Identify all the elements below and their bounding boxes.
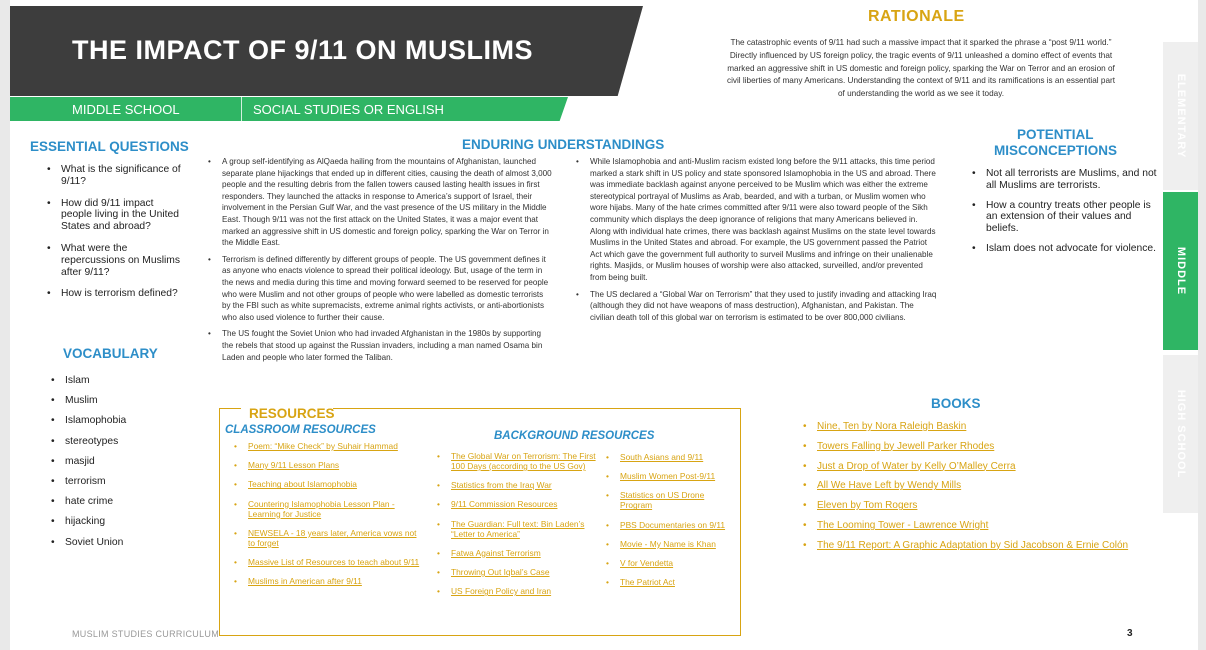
subject-label: SOCIAL STUDIES OR ENGLISH <box>253 102 444 117</box>
vocabulary-heading: VOCABULARY <box>63 346 158 361</box>
resource-link[interactable]: • Muslims in American after 9/11 <box>234 576 424 586</box>
band-divider <box>241 97 242 121</box>
page-number: 3 <box>1127 628 1133 639</box>
resource-link[interactable]: • Massive List of Resources to teach about 9/11 <box>234 557 424 567</box>
resource-link[interactable]: • Throwing Out Iqbal’s Case <box>437 567 597 577</box>
list-item: • terrorism <box>51 476 191 488</box>
background-resources-heading: BACKGROUND RESOURCES <box>494 430 655 442</box>
classroom-resources-heading: CLASSROOM RESOURCES <box>225 424 376 436</box>
books-list <box>803 421 1133 560</box>
misconceptions-heading-line1: POTENTIAL <box>1017 127 1094 142</box>
book-link[interactable]: • All We Have Left by Wendy Mills <box>803 480 1133 492</box>
resource-link[interactable]: • South Asians and 9/11 <box>606 452 736 462</box>
resource-link[interactable]: • Movie - My Name is Khan <box>606 539 736 549</box>
resource-link[interactable]: • PBS Documentaries on 9/11 <box>606 520 736 530</box>
background-resources-col1 <box>437 451 597 605</box>
resource-link[interactable]: • Many 9/11 Lesson Plans <box>234 460 424 470</box>
background-resources-col2 <box>606 452 736 596</box>
list-item: • How did 9/11 impact people living in the United States and abroad? <box>47 198 187 233</box>
misconceptions-list <box>972 168 1162 263</box>
list-item: • Muslim <box>51 395 191 407</box>
list-item: • The US fought the Soviet Union who had invaded Afghanistan in the 1980s by supporting the rebels that stood up against the Russian invaders, including a man named Osama bin Laden and people who later formed the Taliban. <box>208 328 553 363</box>
resource-link[interactable]: • The Guardian: Full text: Bin Laden’s “Letter to America” <box>437 519 597 539</box>
book-link[interactable]: • Nine, Ten by Nora Raleigh Baskin <box>803 421 1133 433</box>
page-title: THE IMPACT OF 9/11 ON MUSLIMS <box>72 35 534 65</box>
list-item: • How is terrorism defined? <box>47 288 187 300</box>
resource-link[interactable]: • Poem: “Mike Check” by Suhair Hammad <box>234 441 424 451</box>
resource-link[interactable]: • The Patriot Act <box>606 577 736 587</box>
resource-link[interactable]: • V for Vendetta <box>606 558 736 568</box>
resources-heading: RESOURCES <box>249 406 335 421</box>
grade-level-label: MIDDLE SCHOOL <box>72 102 180 117</box>
enduring-understandings-col2 <box>576 156 938 328</box>
resource-link[interactable]: • The Global War on Terrorism: The First 100 Days (according to the US Gov) <box>437 451 597 471</box>
list-item: • hijacking <box>51 516 191 528</box>
essential-questions-heading: ESSENTIAL QUESTIONS <box>30 139 189 154</box>
footer-curriculum-label: MUSLIM STUDIES CURRICULUM <box>72 629 220 639</box>
resource-link[interactable]: • NEWSELA - 18 years later, America vows not to forget <box>234 528 424 548</box>
resource-link[interactable]: • Statistics from the Iraq War <box>437 480 597 490</box>
rationale-heading: RATIONALE <box>868 8 965 25</box>
list-item: • How a country treats other people is an extension of their values and beliefs. <box>972 200 1162 235</box>
list-item: • masjid <box>51 456 191 468</box>
resource-link[interactable]: • Teaching about Islamophobia <box>234 479 424 489</box>
list-item: • Not all terrorists are Muslims, and not all Muslims are terrorists. <box>972 168 1162 192</box>
list-item: • Islam <box>51 375 191 387</box>
list-item: • Soviet Union <box>51 537 191 549</box>
vocabulary-list <box>51 375 191 557</box>
resource-link[interactable]: • Muslim Women Post-9/11 <box>606 471 736 481</box>
list-item: • What were the repercussions on Muslims after 9/11? <box>47 243 187 278</box>
book-link[interactable]: • Eleven by Tom Rogers <box>803 500 1133 512</box>
book-link[interactable]: • Just a Drop of Water by Kelly O’Malley Cerra <box>803 461 1133 473</box>
essential-questions-list <box>47 164 187 310</box>
enduring-understandings-col1 <box>208 156 553 368</box>
classroom-resources-list <box>234 441 424 595</box>
list-item: • Islamophobia <box>51 415 191 427</box>
resource-link[interactable]: • Fatwa Against Terrorism <box>437 548 597 558</box>
list-item: • stereotypes <box>51 436 191 448</box>
list-item: • What is the significance of 9/11? <box>47 164 187 188</box>
book-link[interactable]: • Towers Falling by Jewell Parker Rhodes <box>803 441 1133 453</box>
list-item: • A group self-identifying as AlQaeda hailing from the mountains of Afghanistan, launched separate plane hijackings that ended up in different cities, causing the death of almost 3,000 people and the resulting debris from the fallen towers caused lasting health issues in first responders. They launched the attacks in response to America’s support of Israel, their involvement in the Persian Gulf War, and the vast presence of the US military in the Middle East. Though 9/11 was not the first attack on the United States, it was a major event that marked an aggressive shift in US domestic and foreign policy, sparking the War on Terror in the Middle East. <box>208 156 553 249</box>
book-link[interactable]: • The 9/11 Report: A Graphic Adaptation by Sid Jacobson & Ernie Colón <box>803 540 1133 552</box>
tab-elementary-label: ELEMENTARY <box>1174 73 1187 159</box>
misconceptions-heading-line2: MISCONCEPTIONS <box>994 143 1118 158</box>
curriculum-page <box>10 0 1198 650</box>
resource-link[interactable]: • Statistics on US Drone Program <box>606 490 736 510</box>
enduring-understandings-heading: ENDURING UNDERSTANDINGS <box>462 137 665 152</box>
list-item: • hate crime <box>51 496 191 508</box>
resource-link[interactable]: • 9/11 Commission Resources <box>437 499 597 509</box>
rationale-text: The catastrophic events of 9/11 had such a massive impact that it sparked the phrase a “post 9/11 world.” Directly influenced by US foreign policy, the tragic events of 9/11 unleashed a domino effect of events that marked an aggressive shift in US domestic and foreign policy, sparking the War on Terror and an erosion of civil liberties of many Americans. Understanding the context of 9/11 and its ramifications is an essential part of understanding the world as we see it today. <box>726 38 1116 99</box>
tab-elementary[interactable] <box>1163 42 1198 190</box>
tab-high-school-label: HIGH SCHOOL <box>1174 389 1187 479</box>
books-heading: BOOKS <box>931 396 981 411</box>
resource-link[interactable]: • Countering Islamophobia Lesson Plan - Learning for Justice <box>234 499 424 519</box>
tab-middle-label: MIDDLE <box>1174 246 1187 296</box>
book-link[interactable]: • The Looming Tower - Lawrence Wright <box>803 520 1133 532</box>
resource-link[interactable]: • US Foreign Policy and Iran <box>437 586 597 596</box>
list-item: • Terrorism is defined differently by different groups of people. The US government defines it as anyone who enacts violence to spread their political ideology. But, usage of the term in the news and media during this time and moving forward seemed to be reserved for people who were Muslim and not other groups of people who were labelled as domestic terrorists by the FBI such as white supremacists, extreme animal rights activists, or anti-abortionists who also used violence to further their cause. <box>208 254 553 324</box>
list-item: • Islam does not advocate for violence. <box>972 243 1162 255</box>
tab-high-school[interactable] <box>1163 355 1198 513</box>
tab-middle[interactable] <box>1163 192 1198 350</box>
list-item: • The US declared a “Global War on Terrorism” that they used to justify invading and attacking Iraq (although they did not have weapons of mass destruction), Afghanistan, and Pakistan. The civilian death toll of this global war on terrorism is estimated to be over 800,000 civilians. <box>576 289 938 324</box>
list-item: • While Islamophobia and anti-Muslim racism existed long before the 9/11 attacks, this time period marked a stark shift in US policy and state sponsored Islamophobia in the US and abroad. There was immediate backlash against anyone perceived to be Muslim which was either the extreme stereotypical portrayal of Muslims as Arab, bearded, and with a turban, or Muslim women who wore hijabs. Many of the hate crimes committed after 9/11 were also toward people of the Sikh community which displays the deep ignorance of religions that many Americans believed in. Along with individual hate crimes, there was backlash against Muslims on the state level towards Muslims in the United States and abroad. For example, the US government passed the Patriot Act which gave the government full authority to surveil Muslims and infringe on their unalienable rights. Masjids, or Muslim houses of worship were also attacked, surveilled, and/or prevented from being built. <box>576 156 938 284</box>
